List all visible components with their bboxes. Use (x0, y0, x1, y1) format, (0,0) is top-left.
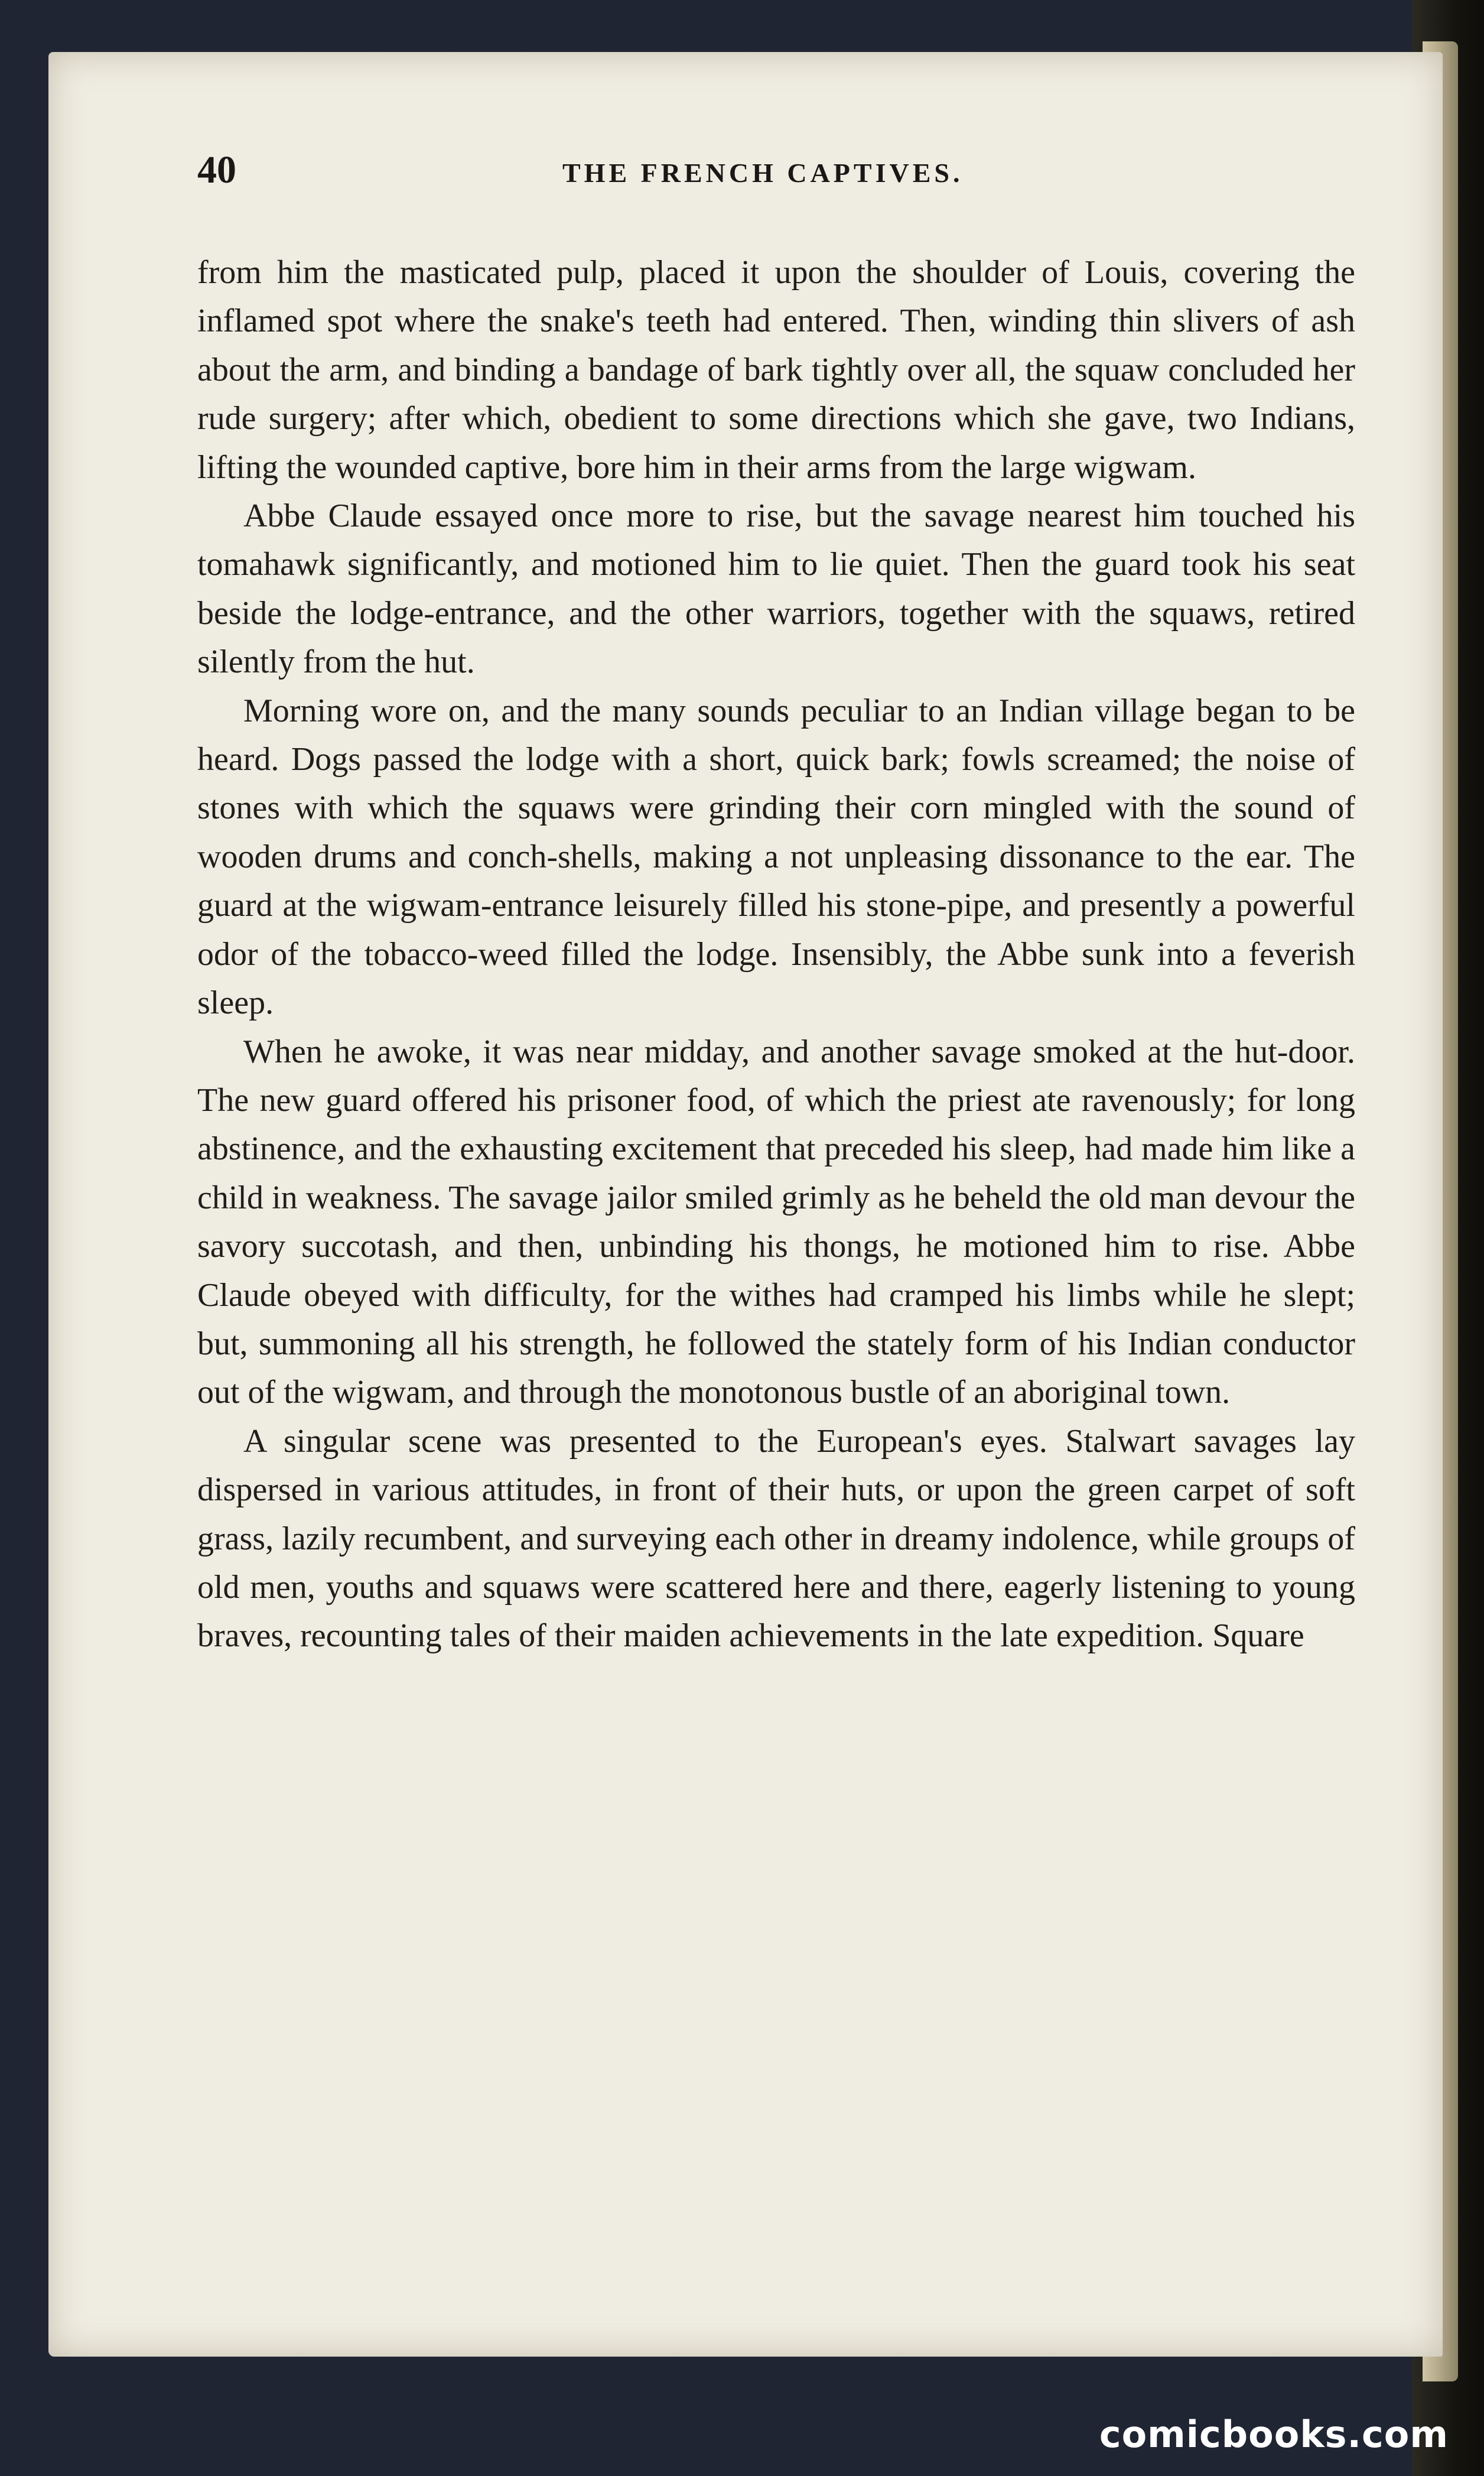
paragraph-5: A singular scene was presented to the European's eyes. Stalwart savages lay dispersed in various attitudes, in front of their huts, or upon the green carpet of soft grass, lazily recumbent, and surveying each other in dreamy indolence, while groups of old men, youths and squaws were scattered here and there, eagerly listening to young braves, recounting tales of their maiden achievements in the late expedition. Square (197, 1422, 1355, 1655)
paragraph-3: Morning wore on, and the many sounds peculiar to an Indian village began to be heard. Dogs passed the lodge with a short, quick bark; fowls screamed; the noise of stones with which the squaws were grinding their corn mingled with the sound of wooden drums and conch-shells, making a not unpleasing dissonance to the ear. The guard at the wigwam-entrance leisurely filled his stone-pipe, and presently a powerful odor of the tobacco-weed filled the lodge. Insensibly, the Abbe sunk into a feverish sleep. (197, 692, 1355, 1022)
page-number: 40 (197, 148, 236, 191)
paragraph-4: When he awoke, it was near midday, and another savage smoked at the hut-door. The new guard offered his prisoner food, of which the priest ate ravenously; for long abstinence, and the exhausting excitement that preceded his sleep, had made him like a child in weakness. The savage jailor smiled grimly as he beheld the old man devour the savory succotash, and then, unbinding his thongs, he motioned him to rise. Abbe Claude obeyed with difficulty, for the withes had cramped his limbs while he slept; but, summoning all his strength, he followed the stately form of his Indian conductor out of the wigwam, and through the monotonous bustle of an aboriginal town. (197, 1033, 1355, 1411)
running-head (149, 148, 1378, 201)
site-watermark: comicbooks.com (1099, 2413, 1449, 2456)
body-text (197, 248, 1355, 1661)
paragraph-1: from him the masticated pulp, placed it upon the shoulder of Louis, covering the inflamed spot where the snake's teeth had entered. Then, winding thin slivers of ash about the arm, and binding a bandage of bark tightly over all, the squaw concluded her rude surgery; after which, obedient to some directions which she gave, two Indians, lifting the wounded captive, bore him in their arms from the large wigwam. (197, 254, 1355, 486)
paragraph-2: Abbe Claude essayed once more to rise, but the savage nearest him touched his tomahawk significantly, and motioned him to lie quiet. Then the guard took his seat beside the lodge-entrance, and the other warriors, together with the squaws, retired silently from the hut. (197, 498, 1355, 681)
book-title: THE FRENCH CAPTIVES. (562, 158, 964, 188)
